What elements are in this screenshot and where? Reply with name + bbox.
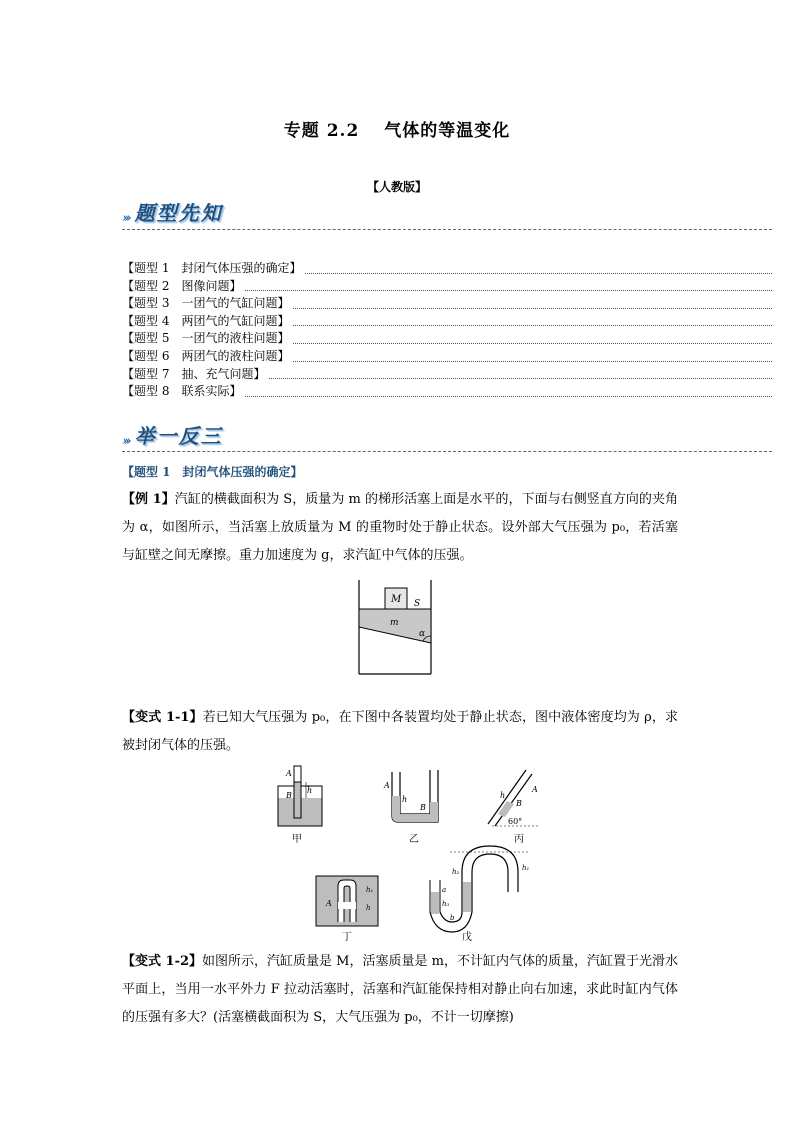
label-M: M — [391, 594, 402, 605]
label-angle: 60° — [508, 817, 523, 826]
toc-item[interactable]: 【题型 7 抽、充气问题】 — [122, 366, 774, 384]
caption-wu: 戊 — [462, 932, 472, 943]
piston-cylinder-figure — [355, 578, 445, 676]
banner-title: 题型先知 — [134, 201, 223, 225]
label-alpha: α — [419, 629, 426, 639]
label-a: a — [442, 886, 447, 894]
device-yi — [383, 770, 438, 845]
device-bing — [488, 770, 540, 845]
divider — [122, 229, 772, 230]
example-text: 汽缸的横截面积为 S，质量为 m 的梯形活塞上面是水平的，下面与右侧竖直方向的夹角为 α，如图所示，当活塞上放质量为 M 的重物时处于静止状态。设外部大气压强为 p₀，若活塞与缸壁之间无摩擦。重力加速度为 g，求汽缸中气体的压强。 — [122, 492, 678, 563]
label-h: h — [307, 786, 313, 795]
label-h1: h₁ — [522, 864, 530, 872]
label-B: B — [286, 791, 292, 800]
label-b: b — [450, 914, 455, 922]
toc-item[interactable]: 【题型 1 封闭气体压强的确定】 — [122, 260, 774, 278]
example-tag: 【例 1】 — [122, 492, 175, 507]
divider — [122, 451, 772, 452]
page-title: 专题 2.2 气体的等温变化 — [283, 121, 511, 141]
label-h: h — [500, 791, 506, 800]
variant-tag: 【变式 1-1】 — [122, 710, 203, 725]
toc-item[interactable]: 【题型 4 两团气的气缸问题】 — [122, 313, 774, 331]
label-h: h — [366, 904, 371, 912]
caption-yi: 乙 — [409, 834, 419, 845]
section-heading: 【题型 1 封闭气体压强的确定】 — [122, 465, 303, 479]
manometer-figures — [270, 762, 550, 944]
variant-1-1 — [122, 704, 678, 760]
label-A: A — [326, 899, 332, 908]
device-wu — [430, 846, 530, 943]
label-A: A — [532, 785, 538, 794]
caption-jia: 甲 — [292, 834, 302, 845]
variant-text: 若已知大气压强为 p₀，在下图中各装置均处于静止状态，图中液体密度均为 ρ，求被封闭气体的压强。 — [122, 710, 678, 753]
label-h1: h₁ — [366, 886, 374, 894]
label-h: h — [402, 795, 408, 804]
toc-item[interactable]: 【题型 3 一团气的气缸问题】 — [122, 295, 774, 313]
variant-1-2 — [122, 948, 678, 1032]
toc-item[interactable]: 【题型 6 两团气的液柱问题】 — [122, 348, 774, 366]
chevrons-icon: ››› — [122, 434, 129, 449]
variant-tag: 【变式 1-2】 — [122, 954, 203, 969]
toc-item[interactable]: 【题型 2 图像问题】 — [122, 278, 774, 296]
device-jia — [278, 766, 322, 845]
label-B: B — [516, 799, 522, 808]
label-S: S — [414, 599, 421, 609]
variant-text: 如图所示，汽缸质量是 M，活塞质量是 m，不计缸内气体的质量，汽缸置于光滑水平面上，当用一水平外力 F 拉动活塞时，活塞和汽缸能保持相对静止向右加速，求此时缸内气体的压强有多大？(活塞横截面积为 S，大气压强为 p₀，不计一切摩擦) — [122, 954, 679, 1025]
banner-title: 举一反三 — [134, 424, 223, 448]
toc-item[interactable]: 【题型 5 一团气的液柱问题】 — [122, 330, 774, 348]
label-h3: h₃ — [442, 900, 450, 908]
example-1 — [122, 486, 678, 570]
caption-bing: 丙 — [514, 834, 524, 845]
banner-examples — [122, 423, 223, 449]
caption-ding: 丁 — [342, 932, 352, 943]
label-B: B — [420, 803, 426, 812]
label-A: A — [286, 769, 292, 778]
table-of-contents — [122, 260, 774, 401]
edition-label: 【人教版】 — [366, 180, 427, 194]
label-h2: h₂ — [452, 868, 460, 876]
chevrons-icon: ››› — [122, 211, 129, 226]
banner-question-types — [122, 200, 223, 226]
device-ding — [316, 876, 378, 943]
toc-item[interactable]: 【题型 8 联系实际】 — [122, 383, 774, 401]
label-m: m — [390, 618, 399, 628]
label-A: A — [384, 781, 390, 790]
